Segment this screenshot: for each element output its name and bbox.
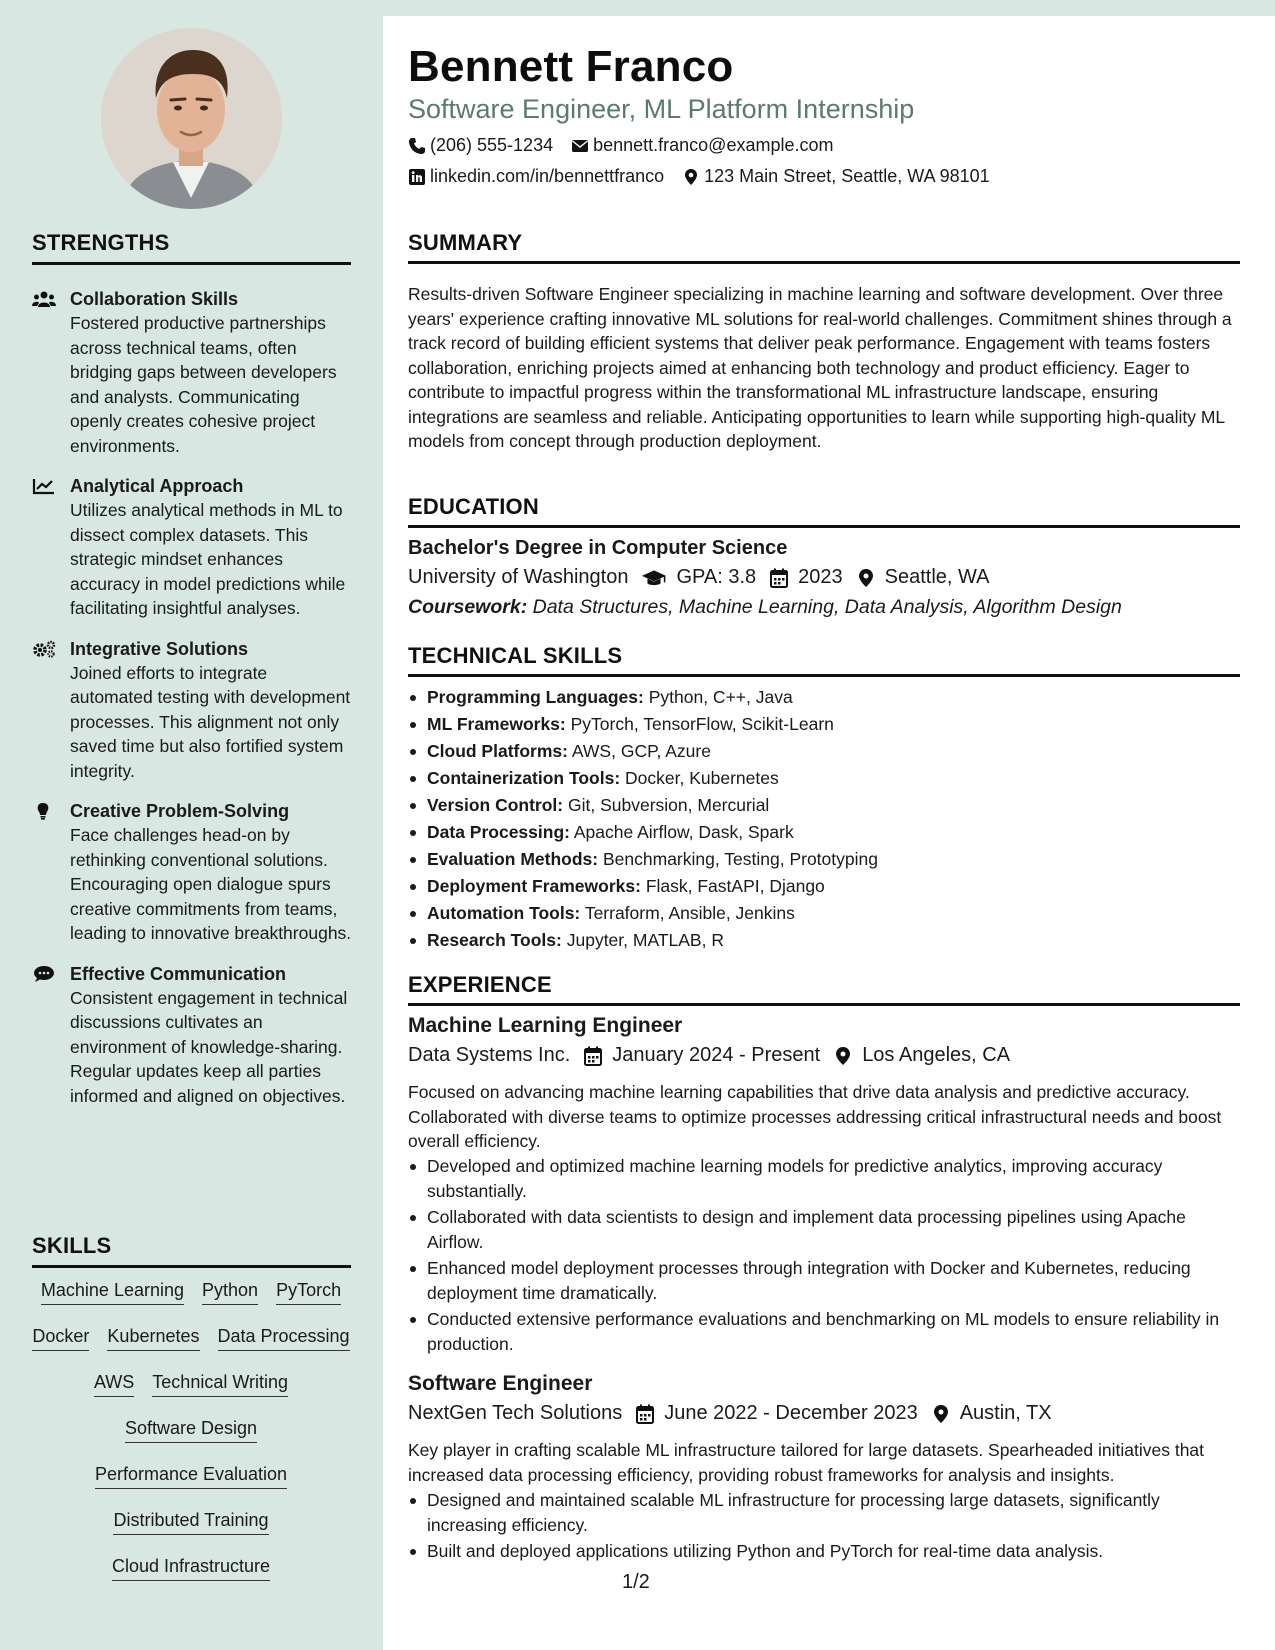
strength-desc: Utilizes analytical methods in ML to dissect complex datasets. This strategic mindset enhances accuracy in model predictions while facilitating insightful analyses. bbox=[70, 500, 346, 618]
skill-tag: Machine Learning bbox=[41, 1278, 184, 1305]
coursework bbox=[408, 596, 1122, 619]
job-meta bbox=[408, 1402, 1052, 1425]
education-heading: EDUCATION bbox=[408, 494, 1240, 528]
strength-title: Analytical Approach bbox=[70, 476, 244, 496]
skill-tag: AWS bbox=[94, 1370, 134, 1397]
strength-title: Creative Problem-Solving bbox=[70, 801, 290, 821]
job-bullets bbox=[408, 1154, 1240, 1358]
company-name: Data Systems Inc. bbox=[408, 1044, 571, 1066]
skill-tag: Data Processing bbox=[218, 1324, 350, 1351]
linkedin-icon bbox=[408, 168, 426, 186]
list-item: Developed and optimized machine learning models for predictive analytics, improving accuracy substantially. bbox=[408, 1154, 1240, 1203]
strength-title: Collaboration Skills bbox=[70, 289, 239, 309]
skill-value: Jupyter, MATLAB, R bbox=[566, 930, 724, 950]
strength-desc: Joined efforts to integrate automated testing with development processes. This alignment not only saved time but also fortified system integrity. bbox=[70, 662, 351, 781]
summary-heading: SUMMARY bbox=[408, 230, 1240, 264]
strength-item bbox=[32, 287, 354, 458]
job-summary: Key player in crafting scalable ML infrastructure tailored for large datasets. Spearheaded initiatives that increased data processing efficiency, providing robust frameworks for analysis and insights. bbox=[408, 1440, 1205, 1485]
summary-text: Results-driven Software Engineer specializing in machine learning and software development. Over three years' experience crafting innovative ML solutions for real-world challenges. Commitment shines through a track record of building efficient systems that deliver peak performance. Engagement with teams fosters collaboration, enriching projects aimed at enhancing both technology and product efficiency. Eager to contribute to impactful progress within the transformational ML infrastructure landscape, ensuring integrations are seamless and reliable. Anticipating opportunities to learn while supporting high-quality ML models from concept through production deployment. bbox=[408, 284, 1232, 451]
graduation-cap-icon bbox=[642, 568, 666, 588]
skill-value: Python, C++, Java bbox=[648, 687, 793, 707]
phone[interactable] bbox=[408, 135, 553, 156]
coursework-list: Data Structures, Machine Learning, Data Analysis, Algorithm Design bbox=[532, 596, 1122, 618]
technical-skills-list bbox=[408, 684, 1240, 954]
candidate-role: Software Engineer, ML Platform Internship bbox=[408, 94, 915, 124]
list-item bbox=[408, 738, 1240, 765]
skills-tags bbox=[26, 1278, 356, 1581]
skill-value: Docker, Kubernetes bbox=[625, 768, 779, 788]
chart-line-icon bbox=[32, 474, 70, 621]
skill-tag: Performance Evaluation bbox=[95, 1462, 287, 1489]
avatar bbox=[101, 28, 282, 209]
list-item: Designed and maintained scalable ML infrastructure for processing large datasets, significantly increasing efficiency. bbox=[408, 1488, 1240, 1537]
skill-label: Automation Tools: bbox=[427, 903, 581, 923]
list-item bbox=[408, 873, 1240, 900]
calendar-icon bbox=[584, 1046, 602, 1066]
school-name: University of Washington bbox=[408, 566, 629, 588]
linkedin-text: linkedin.com/in/bennettfranco bbox=[430, 166, 665, 186]
job-title: Machine Learning Engineer bbox=[408, 1014, 683, 1037]
list-item bbox=[408, 819, 1240, 846]
cogs-icon bbox=[32, 637, 70, 784]
skill-value: Apache Airflow, Dask, Spark bbox=[573, 822, 794, 842]
contact-row bbox=[408, 135, 852, 156]
list-item bbox=[408, 765, 1240, 792]
strength-item bbox=[32, 474, 354, 621]
strength-desc: Face challenges head-on by rethinking conventional solutions. Encouraging open dialogue spurs creative commitments from teams, leading to innovative breakthroughs. bbox=[70, 825, 352, 943]
skill-value: Flask, FastAPI, Django bbox=[645, 876, 825, 896]
email[interactable] bbox=[571, 135, 833, 156]
map-marker-icon bbox=[932, 1404, 950, 1424]
skill-tag: Cloud Infrastructure bbox=[112, 1554, 270, 1581]
list-item: Collaborated with data scientists to design and implement data processing pipelines using Apache Airflow. bbox=[408, 1205, 1240, 1254]
list-item bbox=[408, 900, 1240, 927]
comment-dots-icon bbox=[32, 962, 70, 1109]
strength-desc: Consistent engagement in technical discussions cultivates an environment of knowledge-sharing. Regular updates keep all parties informed and aligned on objectives. bbox=[70, 987, 348, 1106]
email-text: bennett.franco@example.com bbox=[593, 135, 834, 155]
skill-label: Containerization Tools: bbox=[427, 768, 621, 788]
skill-value: Git, Subversion, Mercurial bbox=[568, 795, 770, 815]
strength-item bbox=[32, 799, 354, 946]
users-icon bbox=[32, 287, 70, 458]
strength-item bbox=[32, 962, 354, 1109]
skill-label: Evaluation Methods: bbox=[427, 849, 599, 869]
strength-item bbox=[32, 637, 354, 784]
gpa: GPA: 3.8 bbox=[676, 566, 757, 588]
list-item: Conducted extensive performance evaluations and benchmarking on ML models to ensure reliability in production. bbox=[408, 1307, 1240, 1356]
calendar-icon bbox=[770, 568, 788, 588]
skill-value: Benchmarking, Testing, Prototyping bbox=[603, 849, 878, 869]
skill-label: Cloud Platforms: bbox=[427, 741, 568, 761]
list-item: Built and deployed applications utilizing Python and PyTorch for real-time data analysis. bbox=[408, 1539, 1240, 1564]
skill-value: AWS, GCP, Azure bbox=[571, 741, 711, 761]
skill-tag: PyTorch bbox=[276, 1278, 341, 1305]
strength-title: Integrative Solutions bbox=[70, 638, 249, 659]
phone-text: (206) 555-1234 bbox=[430, 135, 554, 155]
skills-heading: SKILLS bbox=[32, 1233, 351, 1268]
address-text: 123 Main Street, Seattle, WA 98101 bbox=[704, 166, 990, 186]
job-title: Software Engineer bbox=[408, 1372, 593, 1395]
education-meta bbox=[408, 566, 990, 589]
phone-icon bbox=[408, 137, 426, 155]
skill-tag: Software Design bbox=[125, 1416, 257, 1443]
skill-label: Research Tools: bbox=[427, 930, 562, 950]
candidate-name: Bennett Franco bbox=[408, 42, 734, 91]
skill-label: Version Control: bbox=[427, 795, 564, 815]
experience-heading: EXPERIENCE bbox=[408, 972, 1240, 1006]
skill-value: Terraform, Ansible, Jenkins bbox=[584, 903, 795, 923]
skill-value: PyTorch, TensorFlow, Scikit-Learn bbox=[570, 714, 834, 734]
technical-skills-heading: TECHNICAL SKILLS bbox=[408, 643, 1240, 677]
list-item bbox=[408, 792, 1240, 819]
page-number: 1/2 bbox=[622, 1571, 650, 1593]
skill-tag: Python bbox=[202, 1278, 258, 1305]
graduation-year: 2023 bbox=[798, 566, 843, 588]
degree-title: Bachelor's Degree in Computer Science bbox=[408, 537, 788, 559]
job-summary: Focused on advancing machine learning capabilities that drive data analysis and predictive accuracy. Collaborated with diverse teams to optimize processes addressing critical infrastructural needs and boost overall efficiency. bbox=[408, 1082, 1222, 1151]
skill-label: Programming Languages: bbox=[427, 687, 644, 707]
coursework-label: Coursework: bbox=[408, 596, 528, 618]
contact-row bbox=[408, 166, 1008, 187]
list-item bbox=[408, 927, 1240, 954]
map-marker-icon bbox=[682, 168, 700, 186]
skill-tag: Distributed Training bbox=[113, 1508, 268, 1535]
job-bullets bbox=[408, 1488, 1240, 1566]
skill-label: Data Processing: bbox=[427, 822, 570, 842]
job-dates: January 2024 - Present bbox=[612, 1044, 821, 1066]
strengths-list bbox=[32, 287, 354, 1124]
calendar-icon bbox=[636, 1404, 654, 1424]
list-item bbox=[408, 846, 1240, 873]
school-location: Seattle, WA bbox=[884, 566, 990, 588]
list-item: Enhanced model deployment processes through integration with Docker and Kubernetes, reducing deployment time dramatically. bbox=[408, 1256, 1240, 1305]
map-marker-icon bbox=[857, 568, 875, 588]
list-item bbox=[408, 711, 1240, 738]
skill-tag: Kubernetes bbox=[107, 1324, 199, 1351]
skill-tag: Docker bbox=[32, 1324, 89, 1351]
job-location: Austin, TX bbox=[959, 1402, 1052, 1424]
skill-tag: Technical Writing bbox=[152, 1370, 288, 1397]
map-marker-icon bbox=[834, 1046, 852, 1066]
job-meta bbox=[408, 1044, 1010, 1067]
skill-label: Deployment Frameworks: bbox=[427, 876, 641, 896]
address bbox=[682, 166, 990, 187]
job-dates: June 2022 - December 2023 bbox=[664, 1402, 918, 1424]
strengths-heading: STRENGTHS bbox=[32, 230, 351, 265]
lightbulb-icon bbox=[32, 799, 70, 946]
top-band bbox=[0, 0, 1275, 16]
job-location: Los Angeles, CA bbox=[862, 1044, 1011, 1066]
strength-title: Effective Communication bbox=[70, 963, 287, 984]
skill-label: ML Frameworks: bbox=[427, 714, 566, 734]
list-item bbox=[408, 684, 1240, 711]
strength-desc: Fostered productive partnerships across technical teams, often bridging gaps between developers and analysts. Communicating openly creates cohesive project environments. bbox=[70, 313, 337, 456]
company-name: NextGen Tech Solutions bbox=[408, 1402, 623, 1424]
linkedin[interactable] bbox=[408, 166, 664, 187]
envelope-icon bbox=[571, 137, 589, 155]
